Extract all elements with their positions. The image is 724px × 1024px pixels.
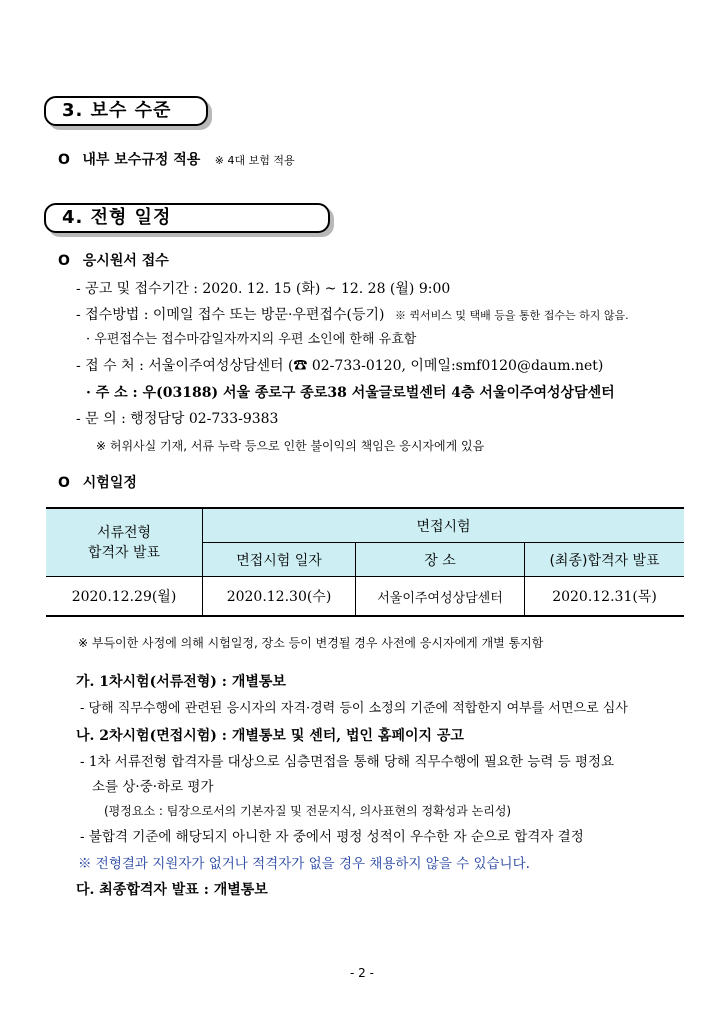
section3-header: 3. 보수 수준 [62, 100, 172, 121]
cell-document-date: 2020.12.29(월) [46, 577, 203, 617]
col-header-interview: 면접시험 [203, 508, 685, 543]
schedule-title: 시험일정 [82, 475, 137, 491]
sub-header-place: 장 소 [356, 543, 525, 577]
step-na-fail: - 불합격 기준에 해당되지 아니한 자 중에서 평정 성적이 우수한 자 순으로 합격자 결정 [80, 829, 584, 845]
sub-header-date: 면접시험 일자 [203, 543, 356, 577]
col-header-document: 서류전형 합격자 발표 [46, 508, 203, 577]
section3-header-box [44, 96, 208, 126]
application-address: · 주 소 : 우(03188) 서울 종로구 종로38 서울글로벌센터 4층 서울이주여성상담센터 [86, 385, 615, 401]
application-method-line [76, 306, 629, 325]
application-inquiry: - 문 의 : 행정담당 02-733-9383 [76, 411, 279, 427]
cell-final-date: 2020.12.31(목) [525, 577, 685, 617]
step-na-title: 나. 2차시험(면접시험) : 개별통보 및 센터, 법인 홈페이지 공고 [76, 728, 464, 744]
step-na-desc1: - 1차 서류전형 합격자를 대상으로 심층면접을 통해 당해 직무수행에 필요한 능력 등 평정요 [80, 754, 615, 770]
salary-item: 내부 보수규정 적용 [82, 152, 201, 168]
step-na-desc2: 소를 상·중·하로 평가 [92, 779, 214, 795]
cell-interview-date: 2020.12.30(수) [203, 577, 356, 617]
application-postal: · 우편접수는 접수마감일자까지의 우편 소인에 한해 유효함 [86, 332, 417, 347]
schedule-title-line [58, 474, 137, 492]
bullet-icon: O [58, 475, 70, 491]
application-method: - 접수방법 : 이메일 접수 또는 방문·우편접수(등기) [76, 307, 385, 323]
page-number: - 2 - [350, 966, 374, 980]
step-ga-title: 가. 1차시험(서류전형) : 개별통보 [76, 674, 286, 690]
application-title: 응시원서 접수 [82, 253, 169, 269]
section4-header-box [44, 203, 330, 233]
bullet-icon: O [58, 253, 70, 269]
application-title-line [58, 252, 169, 270]
step-ga-desc: - 당해 직무수행에 관련된 응시자의 자격·경력 등이 소정의 기준에 적합한지 여부를 서면으로 심사 [80, 701, 628, 716]
cell-place: 서울이주여성상담센터 [356, 577, 525, 617]
application-method-note: ※ 퀵서비스 및 택배 등을 통한 접수는 하지 않음. [394, 309, 629, 322]
sub-header-final: (최종)합격자 발표 [525, 543, 685, 577]
application-period: - 공고 및 접수기간 : 2020. 12. 15 (화) ~ 12. 28 (월) 9:00 [76, 281, 451, 297]
application-warning: ※ 허위사실 기재, 서류 누락 등으로 인한 불이익의 책임은 응시자에게 있음 [96, 439, 485, 453]
schedule-table [46, 507, 684, 617]
application-office: - 접 수 처 : 서울이주여성상담센터 (☎ 02-733-0120, 이메일:smf0120@daum.net) [76, 358, 604, 374]
table-note: ※ 부득이한 사정에 의해 시험일정, 장소 등이 변경될 경우 사전에 응시자에게 개별 통지함 [78, 636, 544, 650]
salary-note: ※ 4대 보험 적용 [214, 154, 295, 167]
step-na-factors: (평정요소 : 팀장으로서의 기본자질 및 전문지식, 의사표현의 정확성과 논리성) [104, 804, 512, 818]
bullet-icon: O [58, 152, 70, 168]
selection-notice: ※ 전형결과 지원자가 없거나 적격자가 없을 경우 채용하지 않을 수 있습니다. [78, 856, 530, 872]
section4-header: 4. 전형 일정 [62, 207, 172, 228]
section3-line [58, 151, 295, 170]
step-da-title: 다. 최종합격자 발표 : 개별통보 [76, 882, 268, 898]
